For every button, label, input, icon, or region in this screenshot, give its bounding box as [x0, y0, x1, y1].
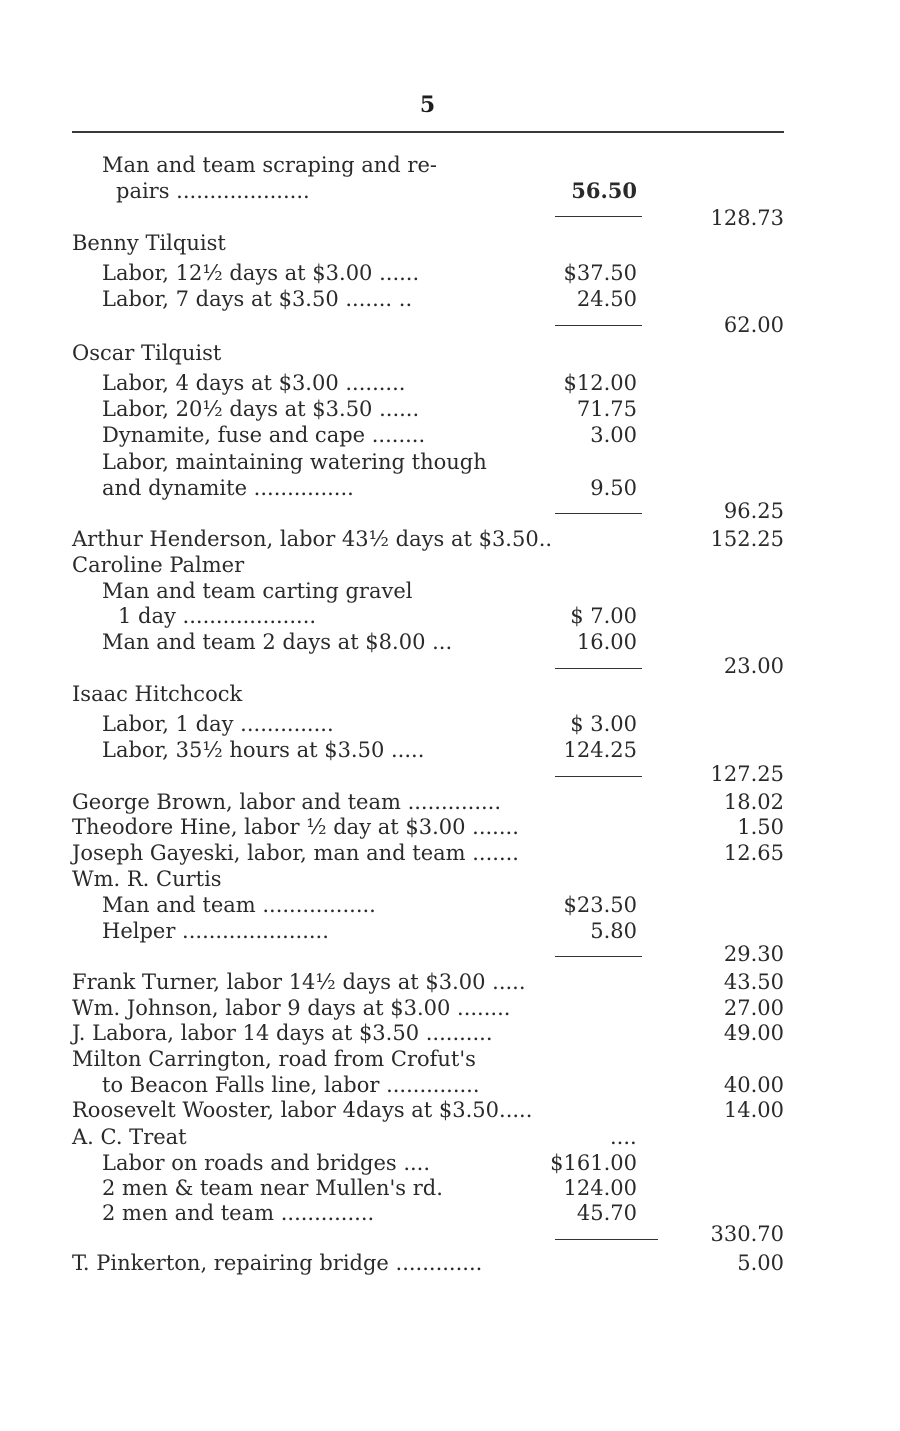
- entry-total: 18.02: [723, 790, 784, 814]
- entry-label: Dynamite, fuse and cape ........: [102, 423, 426, 447]
- entry-label: J. Labora, labor 14 days at $3.50 ..........: [72, 1021, 493, 1045]
- entry-label: Labor, 35½ hours at $3.50 .....: [102, 738, 425, 762]
- ledger-line: [0, 286, 800, 312]
- ledger-line: [0, 892, 800, 918]
- entry-label: Labor on roads and bridges ....: [102, 1151, 431, 1175]
- entry-label: Labor, 12½ days at $3.00 ......: [102, 261, 420, 285]
- ledger-line: [0, 1250, 800, 1276]
- entry-amount: 5.80: [590, 919, 637, 943]
- ledger-line: [0, 969, 800, 995]
- ledger-line: [0, 312, 800, 338]
- page-number: 5: [419, 92, 436, 118]
- entry-label: Isaac Hitchcock: [72, 682, 243, 706]
- entry-total: 40.00: [723, 1073, 784, 1097]
- ledger-line: [0, 814, 800, 840]
- entry-total: 49.00: [723, 1021, 784, 1045]
- entry-amount: 124.25: [563, 738, 637, 762]
- entry-label: and dynamite ...............: [102, 476, 354, 500]
- entry-total: 27.00: [723, 996, 784, 1020]
- entry-label: Labor, 1 day ..............: [102, 712, 334, 736]
- payee-name: [0, 1124, 800, 1150]
- entry-label: Benny Tilquist: [72, 231, 226, 255]
- entry-total: 128.73: [710, 206, 784, 230]
- entry-amount: 45.70: [576, 1201, 637, 1225]
- entry-total: 330.70: [710, 1222, 784, 1246]
- entry-label: Labor, 7 days at $3.50 ....... ..: [102, 287, 413, 311]
- ledger-line: [0, 1150, 800, 1176]
- entry-label: Labor, 20½ days at $3.50 ......: [102, 397, 420, 421]
- entry-label: T. Pinkerton, repairing bridge .............: [72, 1251, 483, 1275]
- ledger-line: [0, 526, 800, 552]
- entry-total: 12.65: [723, 841, 784, 865]
- entry-label: Labor, 4 days at $3.00 .........: [102, 371, 406, 395]
- entry-amount: 16.00: [576, 630, 637, 654]
- ledger-line: [0, 1175, 800, 1201]
- entry-total: 1.50: [737, 815, 784, 839]
- entry-amount: 9.50: [590, 476, 637, 500]
- entry-label: Arthur Henderson, labor 43½ days at $3.50..: [72, 527, 553, 551]
- ledger-line: [0, 629, 800, 655]
- entry-label: Oscar Tilquist: [72, 341, 222, 365]
- ledger-line: [0, 370, 800, 396]
- entry-label: Frank Turner, labor 14½ days at $3.00 .....: [72, 970, 526, 994]
- header-rule: [72, 131, 784, 133]
- ledger-line: [0, 941, 800, 967]
- entry-label: Caroline Palmer: [72, 553, 245, 577]
- leader-dots: ....: [610, 1125, 637, 1149]
- ledger-line: [0, 1097, 800, 1123]
- entry-label: Man and team scraping and re-: [102, 153, 437, 177]
- entry-amount: $12.00: [563, 371, 637, 395]
- ledger-line: [0, 1221, 800, 1247]
- entry-total: 14.00: [723, 1098, 784, 1122]
- entry-amount: 56.50: [571, 178, 637, 203]
- ledger-line: [0, 711, 800, 737]
- entry-label: to Beacon Falls line, labor ..............: [102, 1073, 480, 1097]
- ledger-line: [0, 498, 800, 524]
- ledger-line: [0, 260, 800, 286]
- entry-total: 29.30: [723, 942, 784, 966]
- entry-label: A. C. Treat: [72, 1125, 187, 1149]
- ledger-line: [0, 205, 800, 231]
- ledger-line: [0, 1020, 800, 1046]
- entry-label: Joseph Gayeski, labor, man and team .......: [72, 841, 519, 865]
- ledger-line: [0, 653, 800, 679]
- entry-label: 2 men and team ..............: [102, 1201, 375, 1225]
- entry-amount: 24.50: [576, 287, 637, 311]
- entry-label: Theodore Hine, labor ½ day at $3.00 .......: [72, 815, 519, 839]
- ledger-line: [0, 422, 800, 448]
- entry-label: Milton Carrington, road from Crofut's: [72, 1047, 476, 1071]
- entry-total: 43.50: [723, 970, 784, 994]
- entry-amount: $23.50: [563, 893, 637, 917]
- ledger-line: [0, 995, 800, 1021]
- ledger-line: [0, 178, 800, 204]
- ledger-line: [0, 840, 800, 866]
- entry-total: 62.00: [723, 313, 784, 337]
- entry-label: pairs ....................: [116, 179, 310, 203]
- entry-amount: $ 3.00: [570, 712, 637, 736]
- entry-amount: 124.00: [563, 1176, 637, 1200]
- ledger-line: [0, 1072, 800, 1098]
- entry-label: Man and team carting gravel: [102, 579, 413, 603]
- entry-total: 96.25: [723, 499, 784, 523]
- entry-label: Wm. R. Curtis: [72, 867, 222, 891]
- entry-label: Helper ......................: [102, 919, 329, 943]
- ledger-line: [0, 737, 800, 763]
- entry-amount: 3.00: [590, 423, 637, 447]
- entry-label: George Brown, labor and team ..............: [72, 790, 502, 814]
- entry-label: Man and team .................: [102, 893, 376, 917]
- ledger-line: [0, 761, 800, 787]
- entry-total: 152.25: [710, 527, 784, 551]
- entry-amount: $161.00: [550, 1151, 637, 1175]
- ledger-line: [0, 396, 800, 422]
- entry-label: 1 day ....................: [118, 604, 317, 628]
- ledger-line: [0, 789, 800, 815]
- entry-total: 23.00: [723, 654, 784, 678]
- entry-label: Roosevelt Wooster, labor 4days at $3.50.....: [72, 1098, 533, 1122]
- entry-label: Wm. Johnson, labor 9 days at $3.00 ........: [72, 996, 511, 1020]
- entry-amount: $37.50: [563, 261, 637, 285]
- ledger-line: [0, 603, 800, 629]
- entry-total: 5.00: [737, 1251, 784, 1275]
- entry-amount: $ 7.00: [570, 604, 637, 628]
- entry-amount: 71.75: [576, 397, 637, 421]
- entry-label: Labor, maintaining watering though: [102, 450, 487, 474]
- entry-label: Man and team 2 days at $8.00 ...: [102, 630, 453, 654]
- entry-total: 127.25: [710, 762, 784, 786]
- entry-label: 2 men & team near Mullen's rd.: [102, 1176, 443, 1200]
